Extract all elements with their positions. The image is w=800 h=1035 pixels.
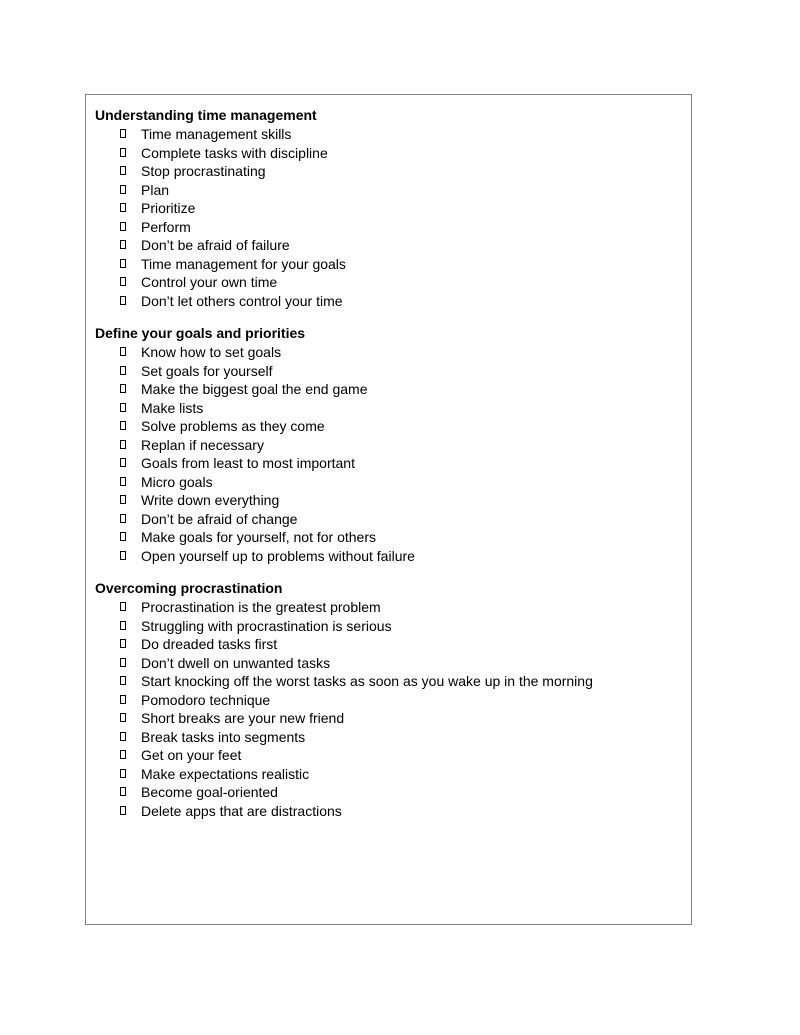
item-label: Stop procrastinating: [141, 163, 266, 179]
checklist-item: [95, 728, 682, 747]
item-label: Micro goals: [141, 473, 213, 490]
checklist-item: [95, 273, 682, 292]
item-label: Do dreaded tasks first: [141, 636, 278, 652]
section-understanding-time-management: [95, 106, 682, 310]
checklist-item: [95, 783, 682, 802]
checkbox-icon[interactable]: [120, 658, 126, 667]
checkbox-icon[interactable]: [120, 166, 126, 175]
checkbox-icon[interactable]: [120, 732, 126, 741]
checkbox-icon[interactable]: [120, 366, 126, 375]
checklist-item: [95, 654, 682, 673]
checkbox-icon[interactable]: [120, 129, 126, 138]
checklist-item: [95, 765, 682, 784]
item-label: Break tasks into segments: [141, 728, 306, 745]
checklist-item: [95, 598, 682, 617]
checkbox-icon[interactable]: [120, 185, 126, 194]
item-label: Perform: [141, 218, 191, 235]
checklist-item: [95, 436, 682, 455]
checklist: [95, 125, 682, 310]
item-label: Don’t let others control your time: [141, 292, 343, 309]
item-label: Get on your feet: [141, 747, 242, 763]
checkbox-icon[interactable]: [120, 532, 126, 541]
checklist-item: [95, 802, 682, 821]
checklist-item: [95, 510, 682, 529]
checklist-item: [95, 528, 682, 547]
section-title: Overcoming procrastination: [95, 580, 283, 596]
item-label: Procrastination is the greatest problem: [141, 599, 381, 615]
checklist-item: [95, 617, 682, 636]
checklist-item: [95, 473, 682, 492]
section-overcoming-procrastination: [95, 579, 682, 820]
checklist: [95, 343, 682, 565]
item-label: Delete apps that are distractions: [141, 802, 342, 819]
checkbox-icon[interactable]: [120, 203, 126, 212]
item-label: Pomodoro technique: [141, 691, 271, 708]
item-label: Solve problems as they come: [141, 418, 325, 434]
checklist-item: [95, 199, 682, 218]
checklist-item: [95, 292, 682, 311]
checkbox-icon[interactable]: [120, 458, 126, 467]
checkbox-icon[interactable]: [120, 621, 126, 630]
item-label: Goals from least to most important: [141, 455, 355, 471]
checkbox-icon[interactable]: [120, 495, 126, 504]
checkbox-icon[interactable]: [120, 769, 126, 778]
item-label: Make lists: [141, 399, 204, 416]
checkbox-icon[interactable]: [120, 277, 126, 286]
checklist-item: [95, 218, 682, 237]
section-title: Understanding time management: [95, 107, 317, 123]
checklist-item: [95, 236, 682, 255]
item-label: Set goals for yourself: [141, 362, 273, 379]
checkbox-icon[interactable]: [120, 403, 126, 412]
checkbox-icon[interactable]: [120, 787, 126, 796]
checklist-item: [95, 181, 682, 200]
checkbox-icon[interactable]: [120, 347, 126, 356]
section-define-goals-priorities: [95, 324, 682, 565]
checklist-item: [95, 399, 682, 418]
checkbox-icon[interactable]: [120, 713, 126, 722]
checkbox-icon[interactable]: [120, 602, 126, 611]
checkbox-icon[interactable]: [120, 695, 126, 704]
item-label: Time management skills: [141, 126, 292, 142]
checklist-item: [95, 691, 682, 710]
checkbox-icon[interactable]: [120, 296, 126, 305]
checklist-item: [95, 635, 682, 654]
checkbox-icon[interactable]: [120, 514, 126, 523]
item-label: Start knocking off the worst tasks as soon as you wake up in the morning: [141, 673, 593, 689]
checklist-item: [95, 162, 682, 181]
item-label: Make expectations realistic: [141, 765, 310, 782]
item-label: Control your own time: [141, 274, 278, 290]
checklist-item: [95, 746, 682, 765]
checklist-item: [95, 547, 682, 566]
item-label: Make the biggest goal the end game: [141, 381, 368, 397]
checkbox-icon[interactable]: [120, 676, 126, 685]
item-label: Know how to set goals: [141, 344, 282, 360]
item-label: Don’t be afraid of failure: [141, 237, 290, 253]
document-page: [85, 94, 692, 925]
checkbox-icon[interactable]: [120, 259, 126, 268]
document-content: [95, 106, 682, 834]
item-label: Write down everything: [141, 492, 280, 508]
checkbox-icon[interactable]: [120, 240, 126, 249]
item-label: Don’t be afraid of change: [141, 510, 298, 527]
item-label: Open yourself up to problems without failure: [141, 547, 415, 564]
checklist-item: [95, 672, 682, 691]
section-title: Define your goals and priorities: [95, 325, 306, 341]
checkbox-icon[interactable]: [120, 551, 126, 560]
checkbox-icon[interactable]: [120, 148, 126, 157]
item-label: Struggling with procrastination is serious: [141, 617, 392, 634]
item-label: Time management for your goals: [141, 255, 346, 272]
item-label: Short breaks are your new friend: [141, 710, 345, 726]
checkbox-icon[interactable]: [120, 750, 126, 759]
checklist-item: [95, 362, 682, 381]
item-label: Replan if necessary: [141, 436, 264, 453]
checklist-item: [95, 454, 682, 473]
checklist-item: [95, 491, 682, 510]
checkbox-icon[interactable]: [120, 222, 126, 231]
checkbox-icon[interactable]: [120, 639, 126, 648]
item-label: Make goals for yourself, not for others: [141, 529, 376, 545]
checklist-item: [95, 380, 682, 399]
checklist: [95, 598, 682, 820]
checkbox-icon[interactable]: [120, 440, 126, 449]
checklist-item: [95, 417, 682, 436]
checkbox-icon[interactable]: [120, 806, 126, 815]
item-label: Plan: [141, 181, 170, 198]
checklist-item: [95, 343, 682, 362]
item-label: Don’t dwell on unwanted tasks: [141, 654, 331, 671]
checkbox-icon[interactable]: [120, 421, 126, 430]
item-label: Become goal-oriented: [141, 784, 278, 800]
checklist-item: [95, 144, 682, 163]
checklist-item: [95, 709, 682, 728]
item-label: Complete tasks with discipline: [141, 144, 328, 161]
checklist-item: [95, 255, 682, 274]
checklist-item: [95, 125, 682, 144]
item-label: Prioritize: [141, 200, 196, 216]
checkbox-icon[interactable]: [120, 477, 126, 486]
checkbox-icon[interactable]: [120, 384, 126, 393]
